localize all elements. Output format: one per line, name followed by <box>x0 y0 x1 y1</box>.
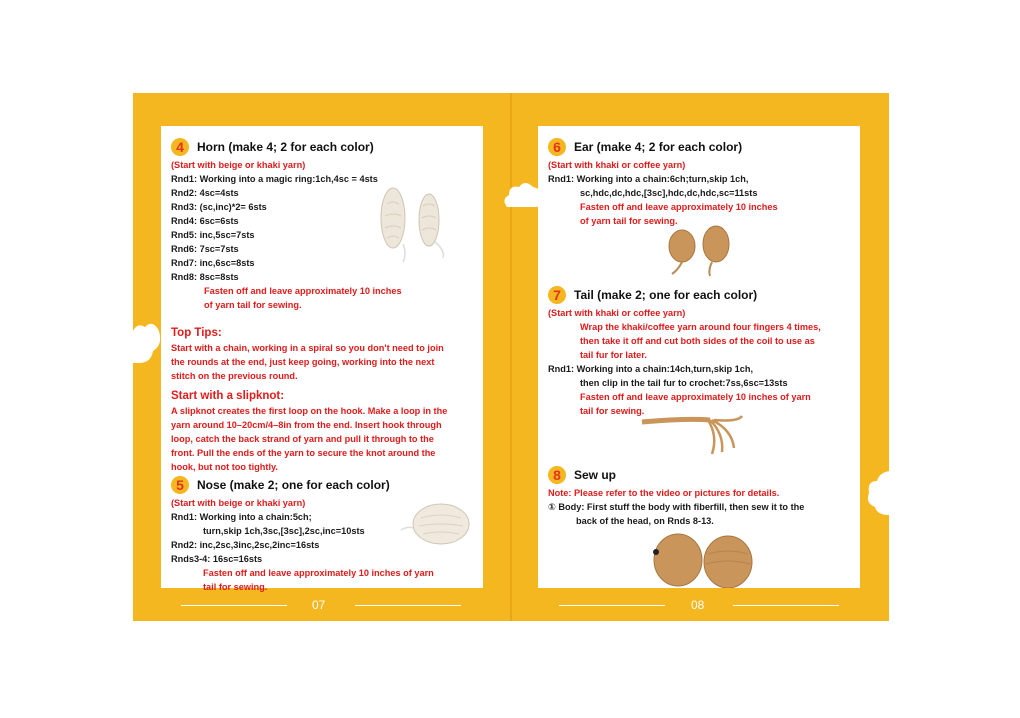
page-number-left: 07 <box>312 598 326 612</box>
horn-photo <box>373 184 465 264</box>
tail-start: (Start with khaki or coffee yarn) <box>548 308 686 318</box>
horn-fasten-2: of yarn tail for sewing. <box>204 300 302 310</box>
tail-wrap-2: then take it off and cut both sides of the coil to use as <box>580 336 815 346</box>
slipknot-line-5: hook, but not too tightly. <box>171 462 278 472</box>
page-number-right: 08 <box>691 598 705 612</box>
sewup-step-number: ① <box>548 502 556 512</box>
ear-fasten-1: Fasten off and leave approximately 10 inches <box>580 202 778 212</box>
step-badge-7: 7 <box>548 286 566 304</box>
tail-section-header <box>548 286 854 304</box>
nose-round-1b: turn,skip 1ch,3sc,[3sc],2sc,inc=10sts <box>203 526 365 536</box>
top-tips-title: Top Tips: <box>171 327 222 339</box>
slipknot-title: Start with a slipknot: <box>171 390 285 402</box>
step-badge-8: 8 <box>548 466 566 484</box>
sewup-note: Note: Please refer to the video or pictures for details. <box>548 488 780 498</box>
nose-round-3-4: Rnds3-4: 16sc=16sts <box>171 554 263 564</box>
horn-round-4: Rnd4: 6sc=6sts <box>171 216 239 226</box>
horn-round-7: Rnd7: inc,6sc=8sts <box>171 258 255 268</box>
nose-round-2: Rnd2: inc,2sc,3inc,2sc,2inc=16sts <box>171 540 320 550</box>
top-tips-line-1: Start with a chain, working in a spiral so you don't need to join <box>171 343 444 353</box>
horn-round-1: Rnd1: Working into a magic ring:1ch,4sc = 4sts <box>171 174 378 184</box>
nose-start: (Start with beige or khaki yarn) <box>171 498 306 508</box>
cloud-center-icon <box>503 181 543 209</box>
footer-line-right-b <box>733 605 839 606</box>
horn-round-8: Rnd8: 8sc=8sts <box>171 272 239 282</box>
cloud-right-icon <box>865 471 889 515</box>
footer-line-left-b <box>355 605 461 606</box>
ear-round-1b: sc,hdc,dc,hdc,[3sc],hdc,dc,hdc,sc=11sts <box>580 188 758 198</box>
horn-title: Horn (make 4; 2 for each color) <box>197 140 374 154</box>
sewup-title: Sew up <box>574 468 617 482</box>
nose-section-header <box>171 476 477 494</box>
ear-round-1a: Rnd1: Working into a chain:6ch;turn,skip 1ch, <box>548 174 749 184</box>
step-badge-5: 5 <box>171 476 189 494</box>
page-fold <box>510 93 512 621</box>
booklet-spread <box>133 93 889 621</box>
horn-round-6: Rnd6: 7sc=7sts <box>171 244 239 254</box>
top-tips-line-3: stitch on the previous round. <box>171 371 298 381</box>
ear-section-header <box>548 138 854 156</box>
page-left <box>161 126 483 592</box>
slipknot-line-3: loop, catch the back strand of yarn and pull it through to the <box>171 434 434 444</box>
sewup-step-1 <box>548 500 854 514</box>
footer-line-right-a <box>559 605 665 606</box>
page-right <box>538 126 860 588</box>
step-badge-6: 6 <box>548 138 566 156</box>
nose-fasten-1: Fasten off and leave approximately 10 inches of yarn <box>203 568 434 578</box>
horn-round-3: Rnd3: (sc,inc)*2= 6sts <box>171 202 267 212</box>
tail-round-1a: Rnd1: Working into a chain:14ch,turn,skip 1ch, <box>548 364 754 374</box>
tail-wrap-1: Wrap the khaki/coffee yarn around four fingers 4 times, <box>580 322 821 332</box>
ear-fasten-2: of yarn tail for sewing. <box>580 216 678 226</box>
sewup-photo <box>648 526 758 588</box>
step-badge-4: 4 <box>171 138 189 156</box>
nose-fasten-2: tail for sewing. <box>203 582 268 592</box>
ear-start: (Start with khaki or coffee yarn) <box>548 160 686 170</box>
sewup-section-header <box>548 466 854 484</box>
tail-title: Tail (make 2; one for each color) <box>574 288 758 302</box>
sewup-step-1-text: Body: First stuff the body with fiberfill, then sew it to the <box>558 502 805 512</box>
ear-title: Ear (make 4; 2 for each color) <box>574 140 743 154</box>
nose-title: Nose (make 2; one for each color) <box>197 478 390 492</box>
footer-line-left-a <box>181 605 287 606</box>
sewup-step-2: back of the head, on Rnds 8-13. <box>576 516 714 526</box>
slipknot-line-2: yarn around 10–20cm/4–8in from the end. Insert hook through <box>171 420 442 430</box>
slipknot-line-4: front. Pull the ends of the yarn to secure the knot around the <box>171 448 436 458</box>
tail-photo <box>638 408 748 458</box>
slipknot-line-1: A slipknot creates the first loop on the hook. Make a loop in the <box>171 406 448 416</box>
tail-wrap-3: tail fur for later. <box>580 350 647 360</box>
top-tips-line-2: the rounds at the end, just keep going, working into the next <box>171 357 435 367</box>
ear-photo <box>658 224 738 278</box>
horn-round-5: Rnd5: inc,5sc=7sts <box>171 230 255 240</box>
nose-photo <box>399 496 475 548</box>
horn-section-header <box>171 138 477 156</box>
cloud-left-icon <box>131 317 161 363</box>
tail-round-1b: then clip in the tail fur to crochet:7ss,6sc=13sts <box>580 378 788 388</box>
tail-fasten-1: Fasten off and leave approximately 10 inches of yarn <box>580 392 811 402</box>
tail-fasten-2: tail for sewing. <box>580 406 645 416</box>
horn-round-2: Rnd2: 4sc=4sts <box>171 188 239 198</box>
horn-fasten-1: Fasten off and leave approximately 10 inches <box>204 286 402 296</box>
nose-round-1a: Rnd1: Working into a chain:5ch; <box>171 512 312 522</box>
horn-start: (Start with beige or khaki yarn) <box>171 160 306 170</box>
